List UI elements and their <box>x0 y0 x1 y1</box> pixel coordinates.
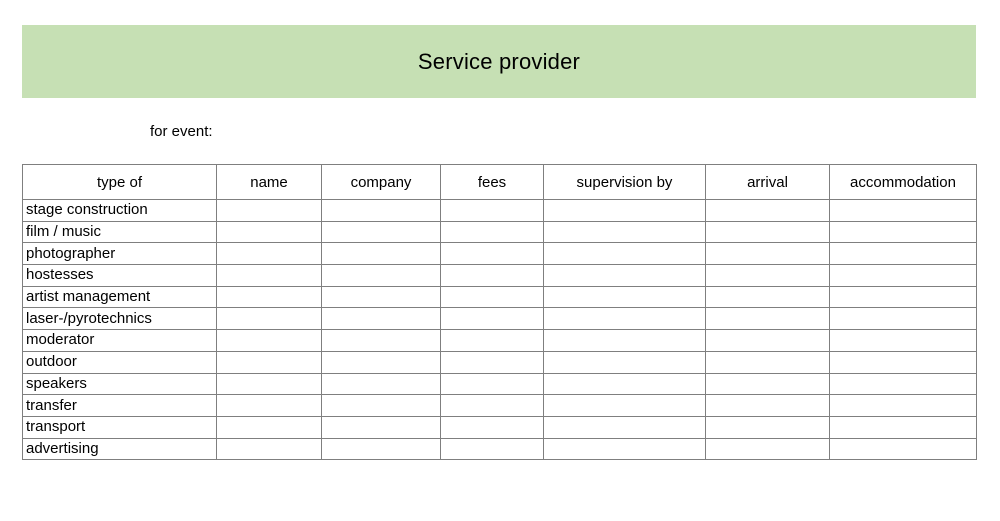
cell-accommodation[interactable] <box>830 373 977 395</box>
cell-fees[interactable] <box>441 438 544 460</box>
cell-accommodation[interactable] <box>830 243 977 265</box>
cell-fees[interactable] <box>441 330 544 352</box>
table-row <box>23 308 977 330</box>
table-header-row <box>23 165 977 200</box>
cell-accommodation[interactable] <box>830 351 977 373</box>
table-row <box>23 416 977 438</box>
cell-accommodation[interactable] <box>830 330 977 352</box>
cell-supervision[interactable] <box>544 438 706 460</box>
cell-accommodation[interactable] <box>830 200 977 222</box>
column-header-accommodation: accommodation <box>830 165 977 200</box>
cell-company[interactable] <box>322 286 441 308</box>
column-header-fees: fees <box>441 165 544 200</box>
cell-fees[interactable] <box>441 416 544 438</box>
cell-name[interactable] <box>217 351 322 373</box>
cell-name[interactable] <box>217 395 322 417</box>
cell-supervision[interactable] <box>544 308 706 330</box>
cell-supervision[interactable] <box>544 286 706 308</box>
cell-type: film / music <box>23 221 217 243</box>
cell-supervision[interactable] <box>544 221 706 243</box>
cell-company[interactable] <box>322 221 441 243</box>
cell-company[interactable] <box>322 330 441 352</box>
cell-name[interactable] <box>217 308 322 330</box>
cell-arrival[interactable] <box>706 308 830 330</box>
table-row <box>23 243 977 265</box>
cell-company[interactable] <box>322 308 441 330</box>
cell-fees[interactable] <box>441 200 544 222</box>
cell-accommodation[interactable] <box>830 438 977 460</box>
cell-arrival[interactable] <box>706 221 830 243</box>
cell-name[interactable] <box>217 200 322 222</box>
table-row <box>23 265 977 287</box>
cell-name[interactable] <box>217 243 322 265</box>
table-row <box>23 221 977 243</box>
cell-arrival[interactable] <box>706 200 830 222</box>
cell-company[interactable] <box>322 200 441 222</box>
table-row <box>23 286 977 308</box>
cell-company[interactable] <box>322 243 441 265</box>
cell-name[interactable] <box>217 221 322 243</box>
cell-fees[interactable] <box>441 373 544 395</box>
cell-supervision[interactable] <box>544 330 706 352</box>
cell-fees[interactable] <box>441 243 544 265</box>
cell-name[interactable] <box>217 330 322 352</box>
cell-name[interactable] <box>217 265 322 287</box>
cell-supervision[interactable] <box>544 395 706 417</box>
cell-name[interactable] <box>217 438 322 460</box>
cell-name[interactable] <box>217 286 322 308</box>
cell-accommodation[interactable] <box>830 265 977 287</box>
table-row <box>23 351 977 373</box>
cell-type: stage construction <box>23 200 217 222</box>
cell-arrival[interactable] <box>706 265 830 287</box>
column-header-arrival: arrival <box>706 165 830 200</box>
cell-company[interactable] <box>322 351 441 373</box>
cell-type: outdoor <box>23 351 217 373</box>
service-provider-table <box>22 164 977 460</box>
cell-arrival[interactable] <box>706 416 830 438</box>
cell-fees[interactable] <box>441 221 544 243</box>
table-row <box>23 200 977 222</box>
cell-type: moderator <box>23 330 217 352</box>
cell-arrival[interactable] <box>706 395 830 417</box>
cell-supervision[interactable] <box>544 243 706 265</box>
cell-company[interactable] <box>322 265 441 287</box>
cell-type: hostesses <box>23 265 217 287</box>
cell-company[interactable] <box>322 395 441 417</box>
column-header-company: company <box>322 165 441 200</box>
cell-accommodation[interactable] <box>830 308 977 330</box>
event-label: for event: <box>150 123 213 140</box>
cell-supervision[interactable] <box>544 351 706 373</box>
column-header-name: name <box>217 165 322 200</box>
cell-fees[interactable] <box>441 351 544 373</box>
cell-accommodation[interactable] <box>830 221 977 243</box>
cell-arrival[interactable] <box>706 243 830 265</box>
cell-type: laser-/pyrotechnics <box>23 308 217 330</box>
title-banner <box>22 25 976 98</box>
page-title: Service provider <box>417 48 581 74</box>
cell-arrival[interactable] <box>706 438 830 460</box>
table-row <box>23 373 977 395</box>
column-header-type: type of <box>23 165 217 200</box>
cell-supervision[interactable] <box>544 265 706 287</box>
cell-arrival[interactable] <box>706 286 830 308</box>
cell-arrival[interactable] <box>706 351 830 373</box>
column-header-supervision: supervision by <box>544 165 706 200</box>
cell-fees[interactable] <box>441 395 544 417</box>
cell-type: artist management <box>23 286 217 308</box>
cell-type: speakers <box>23 373 217 395</box>
cell-company[interactable] <box>322 416 441 438</box>
cell-accommodation[interactable] <box>830 416 977 438</box>
cell-supervision[interactable] <box>544 373 706 395</box>
cell-supervision[interactable] <box>544 416 706 438</box>
table-body <box>23 200 977 460</box>
cell-name[interactable] <box>217 373 322 395</box>
cell-accommodation[interactable] <box>830 395 977 417</box>
cell-name[interactable] <box>217 416 322 438</box>
cell-company[interactable] <box>322 438 441 460</box>
cell-fees[interactable] <box>441 308 544 330</box>
cell-arrival[interactable] <box>706 373 830 395</box>
cell-type: transfer <box>23 395 217 417</box>
cell-company[interactable] <box>322 373 441 395</box>
cell-type: transport <box>23 416 217 438</box>
cell-type: advertising <box>23 438 217 460</box>
cell-accommodation[interactable] <box>830 286 977 308</box>
table-row <box>23 330 977 352</box>
cell-supervision[interactable] <box>544 200 706 222</box>
cell-fees[interactable] <box>441 286 544 308</box>
cell-fees[interactable] <box>441 265 544 287</box>
table-row <box>23 395 977 417</box>
cell-type: photographer <box>23 243 217 265</box>
cell-arrival[interactable] <box>706 330 830 352</box>
table-row <box>23 438 977 460</box>
